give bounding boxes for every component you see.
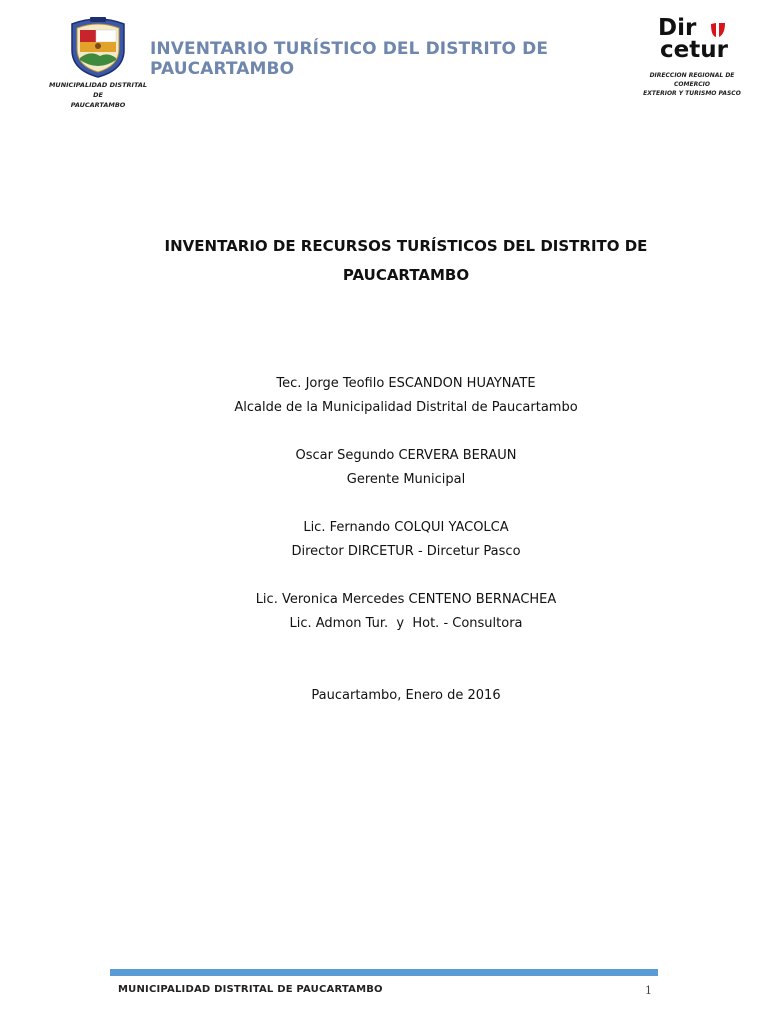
credit-name: Oscar Segundo CERVERA BERAUN [295, 448, 517, 463]
credit-block [100, 516, 712, 564]
document-title-line1: INVENTARIO DE RECURSOS TURÍSTICOS DEL DISTRITO DE [164, 237, 648, 255]
right-logo-caption [636, 71, 748, 98]
left-caption-line1: MUNICIPALIDAD DISTRITAL DE [48, 81, 148, 99]
logo-text-cetur: cetur [660, 37, 728, 63]
footer-divider [110, 969, 658, 976]
document-title-line2: PAUCARTAMBO [342, 266, 470, 284]
logo-red-mark-icon [710, 22, 726, 38]
credit-name: Lic. Fernando COLQUI YACOLCA [303, 520, 509, 535]
right-caption-line1: DIRECCION REGIONAL DE COMERCIO [649, 72, 735, 88]
left-caption-line2: PAUCARTAMBO [70, 101, 126, 109]
credit-block [100, 444, 712, 492]
credit-role: Gerente Municipal [346, 472, 466, 487]
credit-name: Tec. Jorge Teofilo ESCANDON HUAYNATE [276, 376, 536, 391]
credit-block [100, 372, 712, 420]
header-title: INVENTARIO TURÍSTICO DEL DISTRITO DE PAUCARTAMBO [150, 39, 549, 79]
credit-role: Alcalde de la Municipalidad Distrital de Paucartambo [234, 400, 578, 415]
place-date: Paucartambo, Enero de 2016 [311, 688, 501, 703]
page-number: 1 [645, 984, 652, 997]
document-title [150, 232, 662, 290]
left-logo-caption [48, 80, 148, 110]
credit-block [100, 588, 712, 636]
credit-name: Lic. Veronica Mercedes CENTENO BERNACHEA [255, 592, 557, 607]
right-caption-line2: EXTERIOR Y TURISMO PASCO [643, 90, 741, 97]
credit-role: Lic. Admon Tur. y Hot. - Consultora [289, 616, 523, 631]
footer-text: MUNICIPALIDAD DISTRITAL DE PAUCARTAMBO [118, 984, 383, 995]
municipal-shield-icon [66, 14, 130, 78]
dircetur-logo-icon [658, 16, 730, 68]
logo-text-dir: Dir [658, 15, 697, 41]
credit-role: Director DIRCETUR - Dircetur Pasco [291, 544, 521, 559]
credits-list [100, 372, 712, 660]
